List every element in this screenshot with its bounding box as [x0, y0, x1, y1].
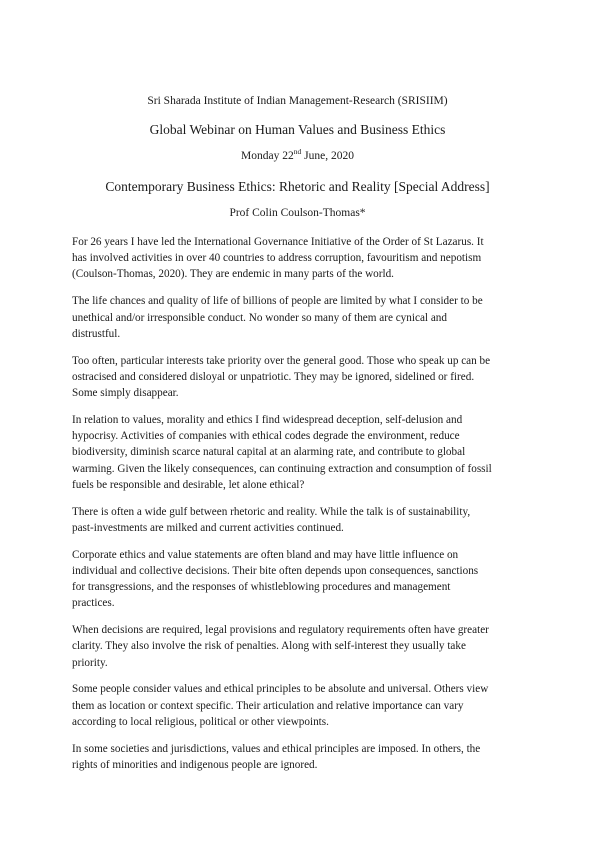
paragraph-line: has involved activities in over 40 countries to address corruption, favouritism and nepotism: [72, 252, 482, 265]
paragraph-line: When decisions are required, legal provisions and regulatory requirements often have greater: [72, 624, 489, 637]
body-paragraph: [72, 353, 527, 402]
paragraph-line: them as location or context specific. Their articulation and relative importance can vary: [72, 699, 464, 712]
paragraph-line: rights of minorities and indigenous people are ignored.: [72, 758, 318, 771]
paragraph-line: unethical and/or irresponsible conduct. No wonder so many of them are cynical and: [72, 311, 447, 324]
paragraph-line: Corporate ethics and value statements are often bland and may have little influence on: [72, 548, 459, 561]
paragraph-line: In relation to values, morality and ethics I find widespread deception, self-delusion and: [72, 413, 463, 426]
author-name: Prof Colin Coulson-Thomas*: [229, 207, 366, 219]
body-paragraph: [72, 234, 527, 283]
paragraph-line: ostracised and considered disloyal or unpatriotic. They may be ignored, sidelined or fired.: [72, 370, 475, 383]
paragraph-line: Some simply disappear.: [72, 387, 179, 399]
body-text: [72, 234, 527, 784]
paragraph-line: practices.: [72, 597, 115, 610]
date-suffix: June, 2020: [301, 150, 354, 162]
body-paragraph: [72, 547, 527, 612]
institute-name: Sri Sharada Institute of Indian Management-Research (SRISIIM): [147, 95, 448, 107]
paragraph-line: distrustful.: [72, 327, 121, 340]
date-superscript: nd: [293, 147, 302, 157]
paragraph-line: In some societies and jurisdictions, values and ethical principles are imposed. In others, the: [72, 742, 481, 755]
address-title: [0, 179, 595, 195]
paragraph-line: fuels be responsible and desirable, let alone ethical?: [72, 478, 305, 491]
paragraph-line: according to local religious, political or other viewpoints.: [72, 715, 329, 728]
paragraph-line: (Coulson-Thomas, 2020). They are endemic in many parts of the world.: [72, 268, 394, 281]
paragraph-line: clarity. They also involve the risk of penalties. Along with self-interest they usually take: [72, 640, 466, 653]
body-paragraph: [72, 741, 527, 773]
event-date: [0, 147, 595, 162]
paragraph-line: past-investments are milked and current activities continued.: [72, 521, 344, 534]
paragraph-line: priority.: [72, 656, 108, 669]
webinar-title: Global Webinar on Human Values and Business Ethics: [149, 122, 446, 137]
body-paragraph: [72, 293, 527, 342]
paragraph-line: biodiversity, diminish scarce natural capital at an alarming rate, and contribute to global: [72, 446, 466, 459]
paragraph-line: for transgressions, and the responses of whistleblowing procedures and management: [72, 581, 451, 594]
paragraph-line: individual and collective decisions. Their bite often depends upon consequences, sanctions: [72, 564, 479, 577]
address-title-tag: [Special Address]: [390, 179, 490, 194]
paragraph-line: Some people consider values and ethical principles to be absolute and universal. Others view: [72, 683, 489, 696]
date-prefix: Monday 22: [241, 150, 294, 162]
paragraph-line: The life chances and quality of life of billions of people are limited by what I consider to be: [72, 295, 483, 308]
body-paragraph: [72, 504, 527, 536]
paragraph-line: warming. Given the likely consequences, can continuing extraction and consumption of fossil: [72, 462, 492, 475]
paragraph-line: hypocrisy. Activities of companies with ethical codes degrade the environment, reduce: [72, 430, 460, 443]
paragraph-line: There is often a wide gulf between rhetoric and reality. While the talk is of sustainability,: [72, 505, 471, 518]
body-paragraph: [72, 622, 527, 671]
paragraph-line: For 26 years I have led the International Governance Initiative of the Order of St Lazarus. It: [72, 236, 484, 248]
address-title-main: Contemporary Business Ethics: Rhetoric and Reality: [105, 179, 391, 194]
paragraph-line: Too often, particular interests take priority over the general good. Those who speak up can be: [72, 354, 491, 367]
body-paragraph: [72, 412, 527, 493]
body-paragraph: [72, 681, 527, 730]
